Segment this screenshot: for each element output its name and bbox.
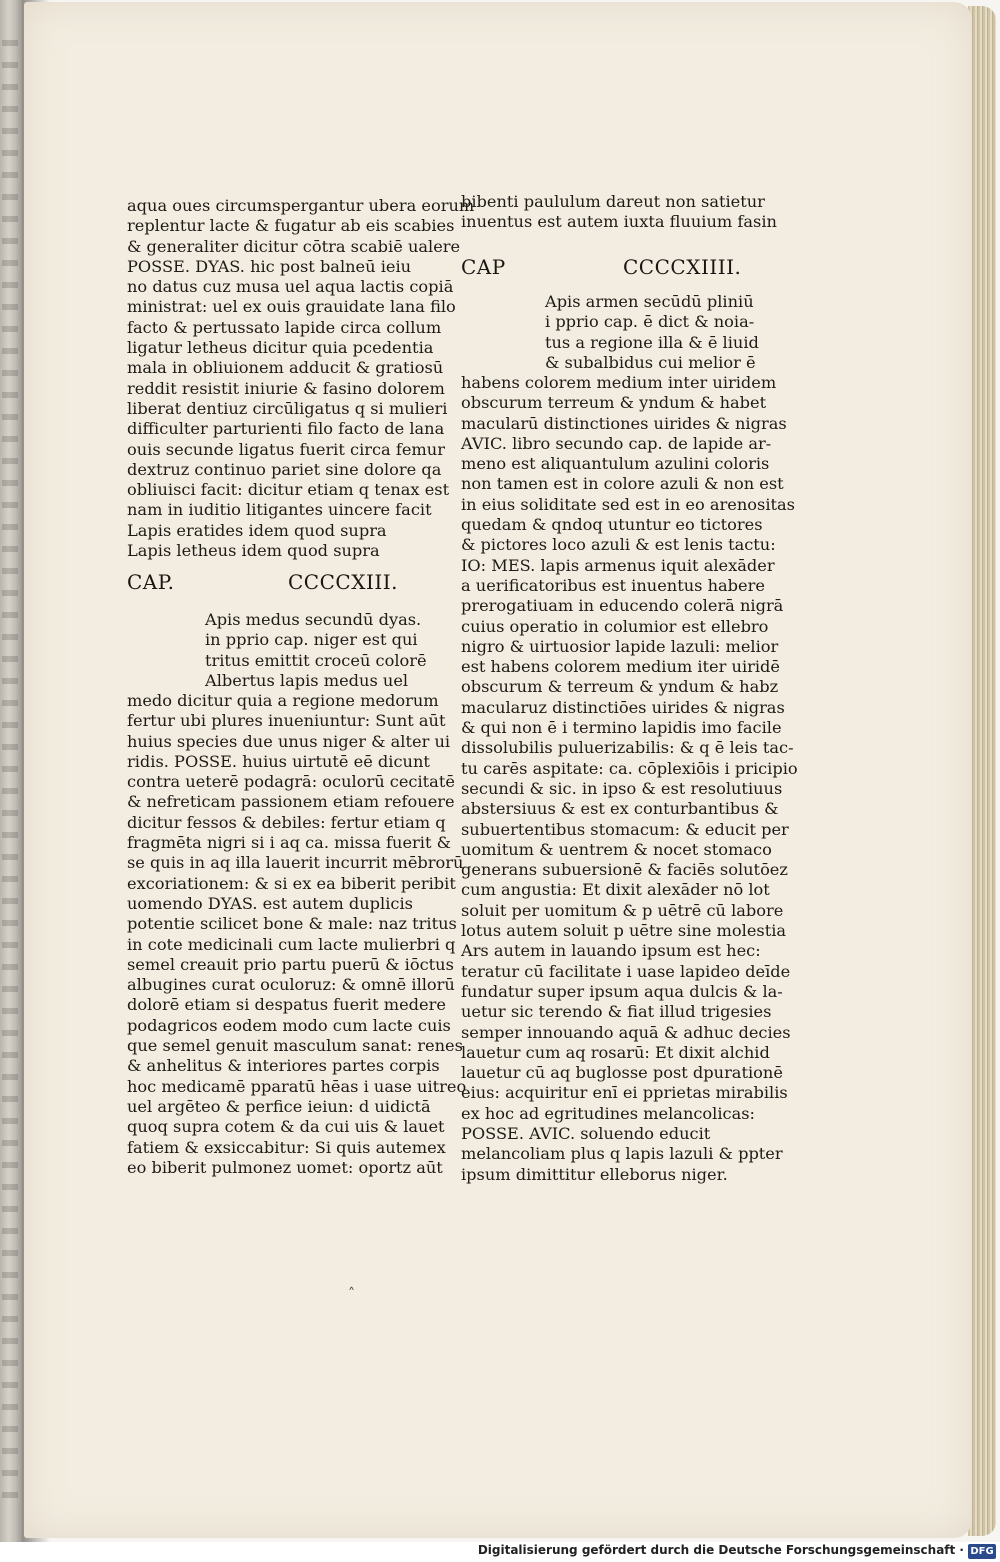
text-line: que semel genuit masculum sanat: renes	[127, 1036, 463, 1056]
text-line: est habens colorem medium iter uiridē	[461, 657, 780, 677]
text-line: IO: MES. lapis armenus iquit alexāder	[461, 555, 775, 575]
chapter-number-right: CCCCXIIII.	[623, 255, 742, 279]
text-line: huius species due unus niger & alter ui	[127, 731, 451, 751]
chapter-label-left: CAP.	[127, 570, 175, 594]
chapter-number-left: CCCCXIII.	[288, 570, 399, 594]
text-line: a uerificatoribus est inuentus habere	[461, 575, 765, 595]
text-line: in cote medicinali cum lacte mulierbri q	[127, 934, 456, 954]
text-line: aqua oues circumspergantur ubera eorum	[127, 196, 475, 215]
text-line: tus a regione illa & ē liuid	[545, 332, 759, 352]
text-line: subuertentibus stomacum: & educit per	[461, 819, 789, 839]
text-line: Albertus lapis medus uel	[205, 670, 409, 690]
text-line: mala in obliuionem adducit & gratiosū	[127, 358, 444, 378]
text-line: se quis in aq illa lauerit incurrit mēbrorū	[127, 853, 464, 873]
text-line: semper innouando aquā & adhuc decies	[461, 1022, 791, 1042]
text-line: tu carēs aspitate: ca. cōplexiōis i pricipio	[461, 758, 798, 778]
text-line: facto & pertussato lapide circa collum	[127, 317, 442, 337]
text-line: ipsum dimittitur elleborus niger.	[461, 1164, 728, 1184]
text-line: in pprio cap. niger est qui	[205, 630, 418, 650]
text-line: inuentus est autem iuxta fluuium fasin	[461, 212, 777, 232]
text-line: fundatur super ipsum aqua dulcis & la-	[461, 981, 783, 1001]
text-line: macularū distinctiones uirides & nigras	[461, 413, 787, 433]
text-line: generans subuersionē & faciēs solutōez	[461, 860, 788, 880]
text-line: excoriationem: & si ex ea biberit peribit	[127, 873, 456, 893]
text-line: dissolubilis puluerizabilis: & q ē leis tac-	[461, 738, 794, 758]
text-line: prerogatiuam in educendo colerā nigrā	[461, 596, 784, 616]
text-line: ouis secunde ligatus fuerit circa femur	[127, 439, 445, 459]
text-line: ligatur letheus dicitur quia pcedentia	[127, 338, 434, 358]
facing-page-edge	[0, 0, 22, 1542]
text-line: podagricos eodem modo cum lacte cuis	[127, 1015, 451, 1035]
text-line: & pictores loco azuli & est lenis tactu:	[461, 535, 776, 555]
text-line: & generaliter dicitur cōtra scabiē ualere	[127, 236, 461, 256]
text-line: uomendo DYAS. est autem duplicis	[127, 893, 413, 913]
text-line: contra ueterē podagrā: oculorū cecitatē	[127, 772, 455, 792]
text-line: POSSE. DYAS. hic post balneū ieiu	[127, 256, 412, 276]
footer-bar	[0, 1542, 1000, 1562]
text-line: AVIC. libro secundo cap. de lapide ar-	[461, 433, 772, 453]
text-line: in eius soliditate sed est in eo arenositas	[461, 494, 795, 514]
text-line: melancoliam plus q lapis lazuli & ppter	[461, 1144, 783, 1164]
text-line: soluit per uomitum & p uētrē cū labore	[461, 900, 784, 920]
left-column-top	[127, 196, 475, 561]
text-line: fatiem & exsiccabitur: Si quis autemex	[127, 1137, 446, 1157]
text-line: & anhelitus & interiores partes corpis	[127, 1056, 440, 1076]
funding-notice: Digitalisierung gefördert durch die Deutsche Forschungsgemeinschaft ·	[477, 1543, 964, 1557]
text-line: nigro & uirtuosior lapide lazuli: melior	[461, 636, 779, 656]
text-line: cuius operatio in columior est ellebro	[461, 616, 769, 636]
text-line: bibenti paululum dareut non satietur	[461, 192, 765, 211]
left-indented-block	[205, 610, 427, 691]
text-line: cum angustia: Et dixit alexāder nō lot	[461, 880, 770, 900]
text-line: ministrat: uel ex ouis grauidate lana filo	[127, 297, 456, 317]
text-line: dolorē etiam si despatus fuerit medere	[127, 995, 446, 1015]
text-line: Lapis eratides idem quod supra	[127, 520, 387, 540]
text-line: POSSE. AVIC. soluendo educit	[461, 1123, 711, 1143]
book-fore-edge	[968, 6, 996, 1536]
text-line: i pprio cap. ē dict & noia-	[545, 312, 755, 332]
text-line: lauetur cum aq rosarū: Et dixit alchid	[461, 1042, 770, 1062]
text-line: Ars autem in lauando ipsum est hec:	[461, 941, 761, 961]
text-line: eius: acquiritur enī ei pprietas mirabilis	[461, 1083, 788, 1103]
text-line: uel argēteo & perfice ieiun: d uidictā	[127, 1096, 431, 1116]
text-line: uetur sic terendo & fiat illud trigesies	[461, 1002, 772, 1022]
text-line: potentie scilicet bone & male: naz tritus	[127, 914, 457, 934]
text-line: fertur ubi plures inueniuntur: Sunt aūt	[127, 711, 446, 731]
text-line: quoq supra cotem & da cui uis & lauet	[127, 1117, 445, 1137]
text-line: obscurum & terreum & yndum & habz	[461, 677, 779, 697]
text-line: reddit resistit iniurie & fasino dolorem	[127, 378, 445, 398]
right-indented-block	[545, 292, 759, 373]
text-line: meno est aliquantulum azulini coloris	[461, 454, 770, 474]
text-line: Lapis letheus idem quod supra	[127, 541, 380, 561]
text-line: medo dicitur quia a regione medorum	[127, 691, 439, 710]
chapter-label-right: CAP	[461, 255, 506, 279]
text-line: & subalbidus cui melior ē	[545, 352, 756, 372]
ink-mark: ˄	[348, 1286, 355, 1302]
text-line: secundi & sic. in ipso & est resolutiuus	[461, 778, 783, 798]
text-line: ex hoc ad egritudines melancolicas:	[461, 1103, 756, 1123]
text-line: teratur cū facilitate i uase lapideo deīde	[461, 961, 791, 981]
text-line: habens colorem medium inter uiridem	[461, 373, 777, 392]
text-line: Apis armen secūdū pliniū	[545, 292, 754, 311]
text-line: uomitum & uentrem & nocet stomaco	[461, 839, 772, 859]
right-column-top	[461, 192, 777, 233]
text-line: & nefreticam passionem etiam refouere	[127, 792, 455, 812]
left-column-body	[127, 691, 467, 1178]
right-column-body	[461, 373, 798, 1185]
text-line: hoc medicamē pparatū hēas i uase uitreo	[127, 1076, 467, 1096]
text-line: obliuisci facit: dicitur etiam q tenax est	[127, 480, 450, 500]
text-line: quedam & qndoq utuntur eo tictores	[461, 515, 763, 535]
text-line: non tamen est in colore azuli & non est	[461, 474, 784, 494]
text-line: abstersiuus & est ex conturbantibus &	[461, 799, 779, 819]
text-line: obscurum terreum & yndum & habet	[461, 393, 767, 413]
text-line: eo biberit pulmonez uomet: oportz aūt	[127, 1157, 443, 1177]
text-line: difficulter parturienti filo facto de lana	[127, 419, 445, 439]
text-line: tritus emittit croceū colorē	[205, 650, 427, 670]
text-line: no datus cuz musa uel aqua lactis copiā	[127, 277, 454, 297]
text-line: lotus autem soluit p uētre sine molestia	[461, 921, 787, 941]
text-line: & qui non ē i termino lapidis imo facile	[461, 718, 782, 738]
text-line: liberat dentiuz circūligatus q si mulieri	[127, 398, 448, 418]
facing-page-text-fragment	[2, 40, 18, 1500]
text-line: dicitur fessos & debiles: fertur etiam q	[127, 812, 446, 832]
text-line: dextruz continuo pariet sine dolore qa	[127, 459, 442, 479]
dfg-logo-icon: DFG	[968, 1544, 996, 1559]
text-line: ridis. POSSE. huius uirtutē eē dicunt	[127, 751, 430, 771]
text-line: macularuz distinctiōes uirides & nigras	[461, 697, 785, 717]
text-line: lauetur cū aq buglosse post dpurationē	[461, 1063, 783, 1083]
text-line: albugines curat oculoruz: & omnē illorū	[127, 975, 455, 995]
text-line: fragmēta nigri si i aq ca. missa fuerit &	[127, 833, 452, 853]
text-line: Apis medus secundū dyas.	[205, 610, 422, 629]
text-line: semel creauit prio partu puerū & iōctus	[127, 954, 454, 974]
text-line: replentur lacte & fugatur ab eis scabies	[127, 216, 455, 236]
text-line: nam in iuditio litigantes uincere facit	[127, 500, 432, 520]
